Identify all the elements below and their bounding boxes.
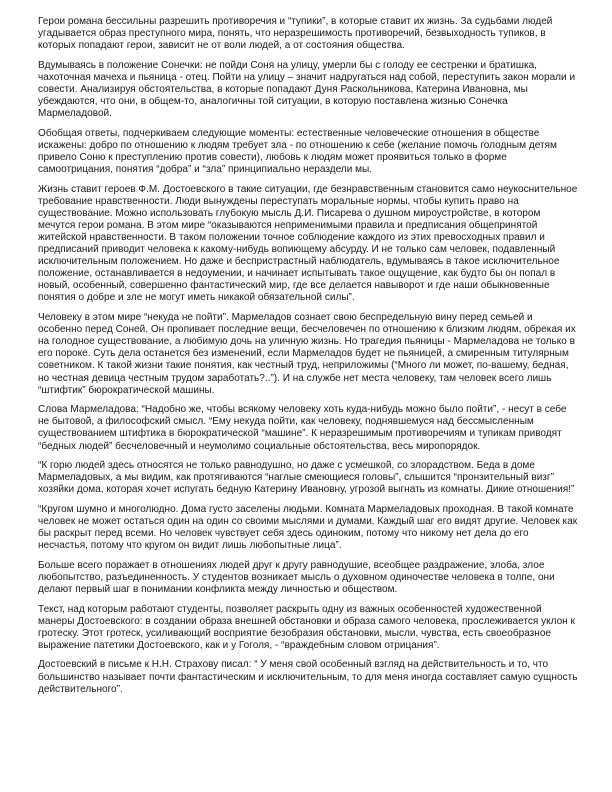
paragraph: Герои романа бессильны разрешить противоречия и “тупики”, в которые ставит их жизнь. За судьбами людей угадывается образ преступного мира, понять, что неразрешимость противоречий, безвыходность тупиков, в которых попадают герои, зависит не от воли людей, а от состояния общества.: [38, 16, 553, 52]
paragraph: Слова Мармеладова: “Надобно же, чтобы всякому человеку хоть куда-нибудь можно было пойти”, - несут в себе не бытовой, а философский смысл. “Ему некуда пойти, как человеку, поднявшемуся над бессмысленным существованием штифтика в бюрократической “машине”. К неразрешимым противоречиям и тупикам приводят “бедных людей” бесчеловечный и неумолимо социальные обстоятельства, весь миропорядок.: [38, 404, 567, 452]
paragraph: Текст, над которым работают студенты, позволяет раскрыть одну из важных особенностей художественной манеры Достоевского: в создании образа внешней обстановки и образа самого человека, прослеживается уклон к гротеску. Этот гротеск, усиливающий восприятие безобразия обстановки, мысли, чувства, есть своеобразное выражение патетики Достоевского, как и у Гоголя, - “враждебным словом отрицания”.: [38, 603, 575, 651]
document-page: [38, 16, 578, 703]
paragraph: Человеку в этом мире “некуда не пойти”. Мармеладов сознает свою беспредельную вину перед семьей и особенно перед Соней. Он пропивает последние вещи, бесчеловечен по отношению к близким людям, обрекая их на голодное существование, а любимую дочь на уличную жизнь. Но трагедия пьяницы - Мармеладова не только в его пороке. Суть дела останется без изменений, если Мармеладов будет не пьяницей, а смиренным титулярным советником. К такой жизни такие понятия, как честный труд, неприложимы (“Много ли может, по-вашему, бедная, но честная девица честным трудом заработать?..”). И на службе нет места человеку, там человек всего лишь “штифтик” бюрократической машины.: [38, 312, 576, 396]
paragraph: “Кругом шумно и многолюдно. Дома густо заселены людьми. Комната Мармеладовых проходная. В такой комнате человек не может остаться один на один со своими мыслями и думами. Каждый шаг его видят другие. Человек как бы раскрыт перед всеми. Но человек чувствует себя здесь одиноким, потому что никому нет дела до его несчастья, потому что кругом он видит лишь любопытные лица”.: [38, 503, 578, 552]
paragraph: Больше всего поражает в отношениях людей друг к другу равнодушие, всеобщее раздражение, злоба, злое любопытство, разъединенность. У студентов возникает мысль о духовном одиночестве человека в толпе, они делают первый шаг в понимании конфликта между личностью и обществом.: [38, 559, 555, 595]
paragraph: Обобщая ответы, подчеркиваем следующие моменты: естественные человеческие отношения в обществе искажены: добро по отношению к людям требует зла - по отношению к себе (желание помочь голодным детям привело Соню к преступлению против совести), любовь к людям может проявиться только в форме самоотрицания, понятия “добра” и “зла” принципиально нераздели мы.: [38, 127, 557, 176]
paragraph: Вдумываясь в положение Сонечки: не пойди Соня на улицу, умерли бы с голоду ее сестренки и братишка, чахоточная мачеха и пьяница - отец. Пойти на улицу – значит надругаться над собой, переступить закон морали и совести. Анализируя обстоятельства, в которые попадают Дуня Раскольникова, Катерина Ивановна, мы убеждаются, что они, в общем-то, аналогичны той ситуации, в которую поставлена жизнью Сонечка Мармеладовой.: [38, 59, 576, 120]
paragraph: “К горю людей здесь относятся не только равнодушно, но даже с усмешкой, со злорадством. Беда в доме Мармеладовых, а мы видим, как протягиваются “наглые смеющиеся головы”, слышится “пронзительный визг” хозяйки дома, которая хочет испугать бедную Катерину Ивановну, угрозой выгнать из комнаты. Дикие отношения!”: [38, 460, 575, 496]
paragraph: Жизнь ставит героев Ф.М. Достоевского в такие ситуации, где безнравственным становится само неукоснительное требование нравственности. Люди вынуждены переступать моральные нормы, чтобы купить право на существование. Можно использовать глубокую мысль Д.И. Писарева о душном мироустройстве, в котором мечутся герои романа. В этом мире “оказываются неприменимыми правила и предписания общепринятой житейской нравственности. В таком положении точное соблюдение каждого из этих превосходных правил и предписаний приводит человека к какому-нибудь вопиющему абсурду. И не только сам человек, подавленный исключительным положением. Но даже и беспристрастный наблюдатель, вдумываясь в такое исключительное положение, останавливается в недоумении, и начинает испытывать такое ощущение, как будто бы он попал в новый, особенный, совершенно фантастический мир, где все делается навыворот и где наши обыкновенные понятия о добре и зле не могут иметь никакой обязательной силы”.: [38, 183, 578, 304]
paragraph: Достоевский в письме к Н.Н. Страхову писал: “ У меня свой особенный взгляд на действительность и то, что большинство называет почти фантастическим и исключительным, то для меня иногда составляет самую сущность действительного”.: [38, 659, 578, 695]
